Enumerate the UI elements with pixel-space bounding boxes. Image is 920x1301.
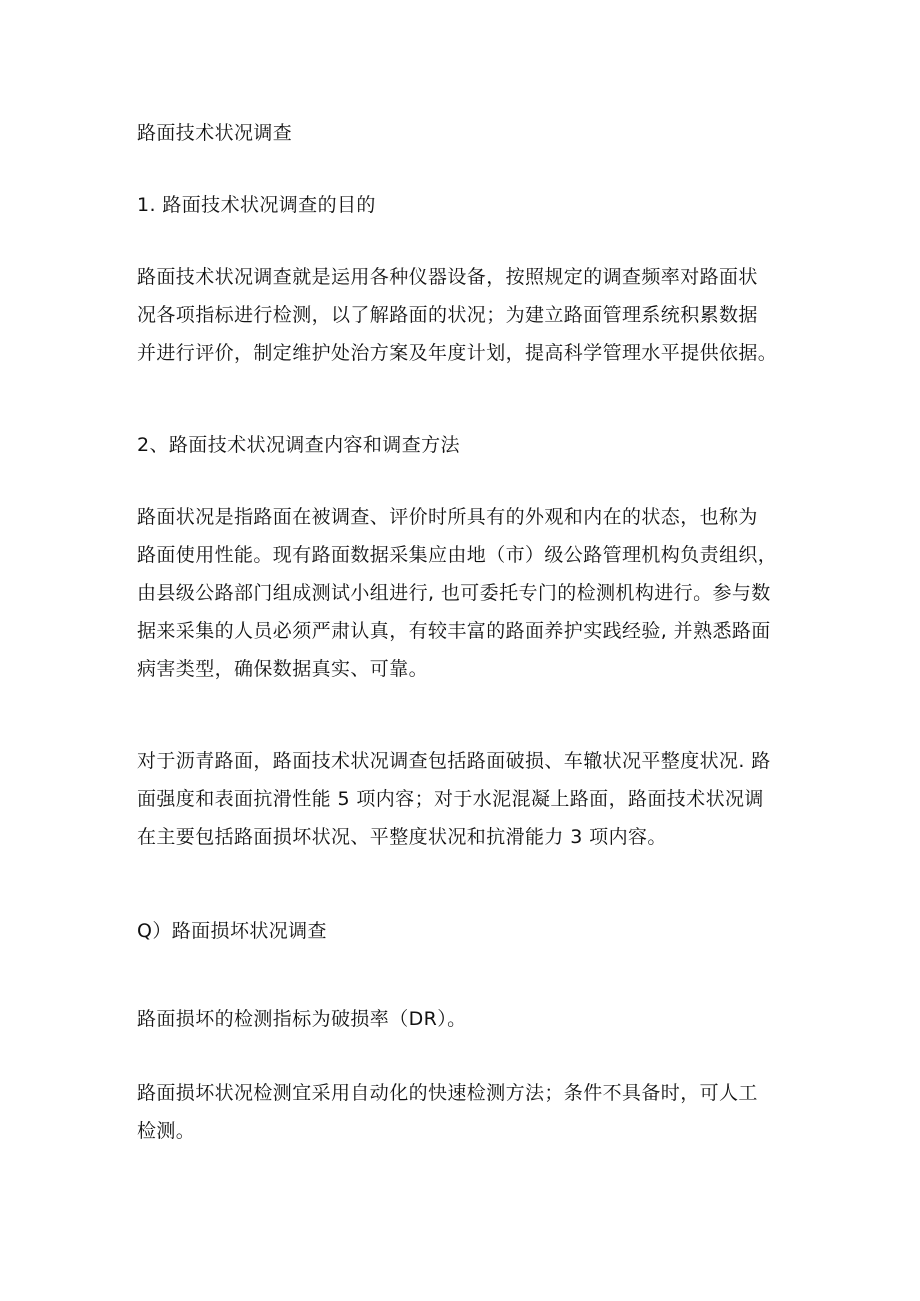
section-1-heading: 1. 路面技术状况调查的目的 <box>137 194 376 216</box>
paragraph-line: 面强度和表面抗滑性能 5 项内容；对于水泥混凝上路面，路面技术状况调 <box>137 788 764 810</box>
paragraph-line: 由县级公路部门组成测试小组进行, 也可委托专门的检测机构进行。参与数 <box>137 582 771 604</box>
document-title: 路面技术状况调查 <box>137 122 293 144</box>
subsection-paragraph-2 <box>137 1074 797 1150</box>
paragraph-line: 路面技术状况调查就是运用各种仪器设备，按照规定的调查频率对路面状 <box>137 266 758 288</box>
subsection-paragraph-1: 路面损坏的检测指标为破损率（DR）。 <box>137 1008 467 1030</box>
section-1-paragraph <box>137 258 797 372</box>
paragraph-line: 据来采集的人员必须严肃认真，有较丰富的路面养护实践经验, 并熟悉路面 <box>137 620 771 642</box>
subsection-heading: Q）路面损坏状况调查 <box>137 920 327 942</box>
paragraph-line: 路面使用性能。现有路面数据采集应由地（市）级公路管理机构负责组织， <box>137 544 778 566</box>
paragraph-line: 路面状况是指路面在被调查、评价时所具有的外观和内在的状态，也称为 <box>137 506 758 528</box>
paragraph-line: 路面损坏状况检测宜采用自动化的快速检测方法；条件不具备时，可人工 <box>137 1082 758 1104</box>
paragraph-line: 病害类型，确保数据真实、可靠。 <box>137 658 429 680</box>
section-2-paragraph-2 <box>137 742 797 856</box>
section-2-heading: 2、路面技术状况调查内容和调查方法 <box>137 434 460 456</box>
paragraph-line: 检测。 <box>137 1120 196 1142</box>
paragraph-line: 在主要包括路面损坏状况、平整度状况和抗滑能力 3 项内容。 <box>137 826 667 848</box>
paragraph-line: 对于沥青路面，路面技术状况调查包括路面破损、车辙状况平整度状况. 路 <box>137 750 771 772</box>
section-2-paragraph-1 <box>137 498 797 688</box>
paragraph-line: 并进行评价，制定维护处治方案及年度计划，提高科学管理水平提供依据。 <box>137 342 778 364</box>
paragraph-line: 况各项指标进行检测，以了解路面的状况；为建立路面管理系统积累数据 <box>137 304 758 326</box>
